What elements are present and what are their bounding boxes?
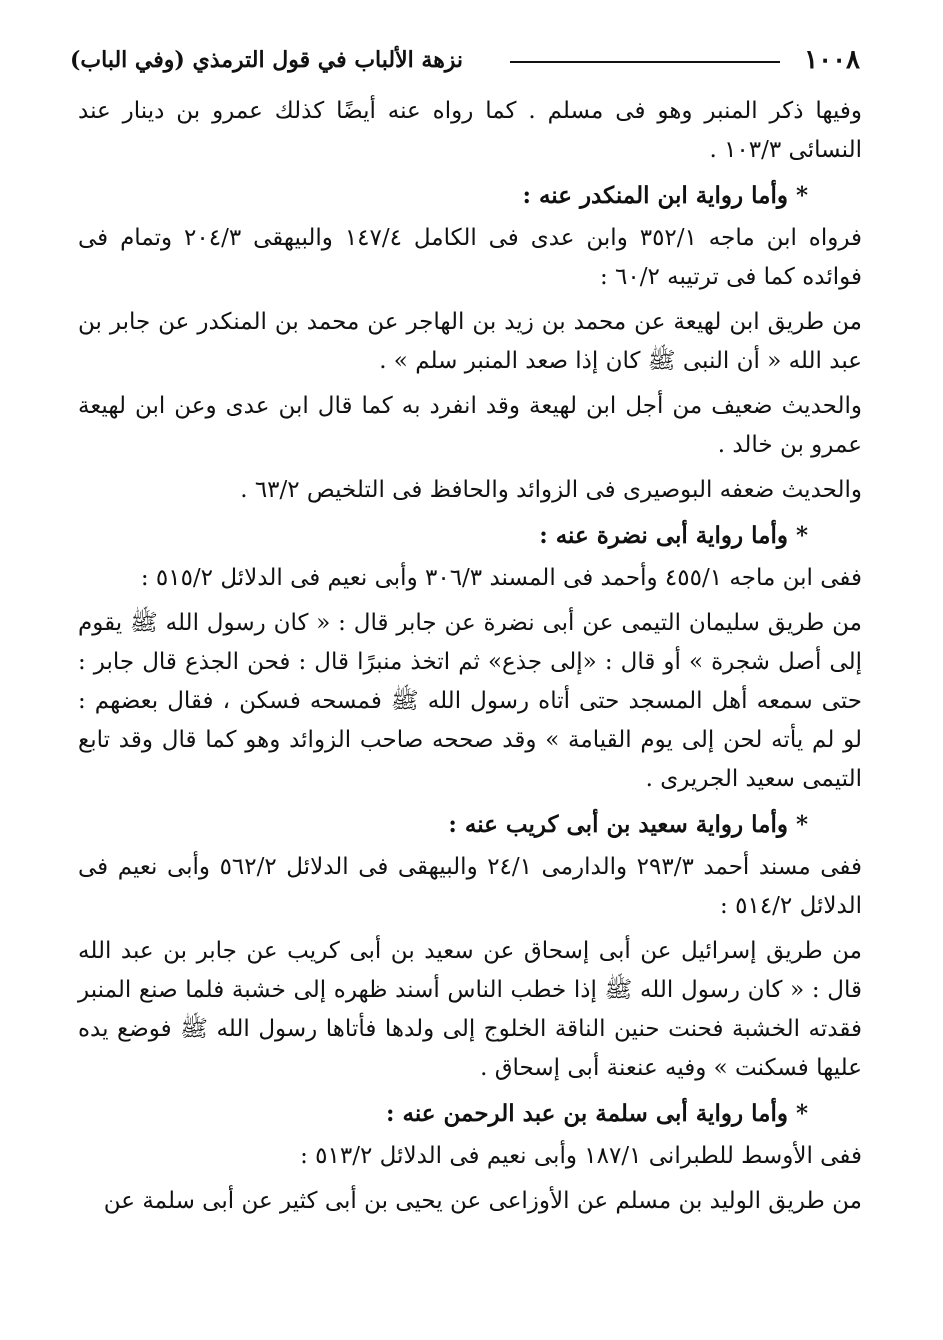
running-title: نزهة الألباب في قول الترمذي (وفي الباب): [70, 47, 464, 73]
page-body: [78, 92, 862, 1227]
section-heading: * وأما رواية ابن المنكدر عنه :: [522, 182, 808, 209]
paragraph: والحديث ضعفه البوصيرى فى الزوائد والحافظ فى التلخيص ٦٣/٢ .: [240, 477, 862, 503]
paragraph: وفيها ذكر المنبر وهو فى مسلم . كما رواه عنه أيضًا كذلك عمرو بن دينار عند النسائى ١٠٣/٣ .: [78, 98, 862, 163]
paragraph: فرواه ابن ماجه ٣٥٢/١ وابن عدى فى الكامل ١٤٧/٤ والبيهقى ٢٠٤/٣ وتمام فى فوائده كما فى ترتيبه ٦٠/٢ :: [78, 225, 863, 290]
section-heading: * وأما رواية سعيد بن أبى كريب عنه :: [448, 811, 808, 838]
paragraph: من طريق سليمان التيمى عن أبى نضرة عن جابر قال : « كان رسول الله ﷺ يقوم إلى أصل شجرة » أو قال : «إلى جذع» ثم اتخذ منبرًا قال : فحن الجذع قال جابر : حتى سمعه أهل المسجد حتى أتاه رسول الله ﷺ فمسحه فسكن ، فقال بعضهم : لو لم يأته لحن إلى يوم القيامة » وقد صححه صاحب الزوائد وهو كما قال وقد تابع التيمى سعيد الجريرى .: [78, 610, 862, 792]
paragraph: من طريق ابن لهيعة عن محمد بن زيد بن الهاجر عن محمد بن المنكدر عن جابر بن عبد الله « أن النبى ﷺ كان إذا صعد المنبر سلم » .: [78, 309, 862, 374]
page-number: ١٠٠٨: [804, 45, 860, 75]
paragraph: والحديث ضعيف من أجل ابن لهيعة وقد انفرد به كما قال ابن عدى وعن ابن لهيعة عمرو بن خالد .: [78, 393, 862, 458]
section-heading: * وأما رواية أبى سلمة بن عبد الرحمن عنه :: [386, 1100, 808, 1127]
paragraph: ففى ابن ماجه ٤٥٥/١ وأحمد فى المسند ٣٠٦/٣ وأبى نعيم فى الدلائل ٥١٥/٢ :: [140, 565, 862, 591]
paragraph: من طريق الوليد بن مسلم عن الأوزاعى عن يحيى بن أبى كثير عن أبى سلمة عن: [103, 1188, 862, 1214]
paragraph: من طريق إسرائيل عن أبى إسحاق عن سعيد بن أبى كريب عن جابر بن عبد الله قال : « كان رسول الله ﷺ إذا خطب الناس أسند ظهره إلى خشبة فلما صنع المنبر فقدته الخشبة فحنت حنين الناقة الخلوج إلى ولدها فأتاها رسول الله ﷺ فوضع يده عليها فسكنت » وفيه عنعنة أبى إسحاق .: [78, 938, 862, 1081]
section-heading: * وأما رواية أبى نضرة عنه :: [539, 522, 808, 549]
paragraph: ففى الأوسط للطبرانى ١٨٧/١ وأبى نعيم فى الدلائل ٥١٣/٢ :: [300, 1143, 862, 1169]
page-header: [70, 40, 860, 84]
header-rule: [510, 61, 780, 63]
paragraph: ففى مسند أحمد ٢٩٣/٣ والدارمى ٢٤/١ والبيهقى فى الدلائل ٥٦٢/٢ وأبى نعيم فى الدلائل ٥١٤/٢ :: [78, 854, 863, 919]
